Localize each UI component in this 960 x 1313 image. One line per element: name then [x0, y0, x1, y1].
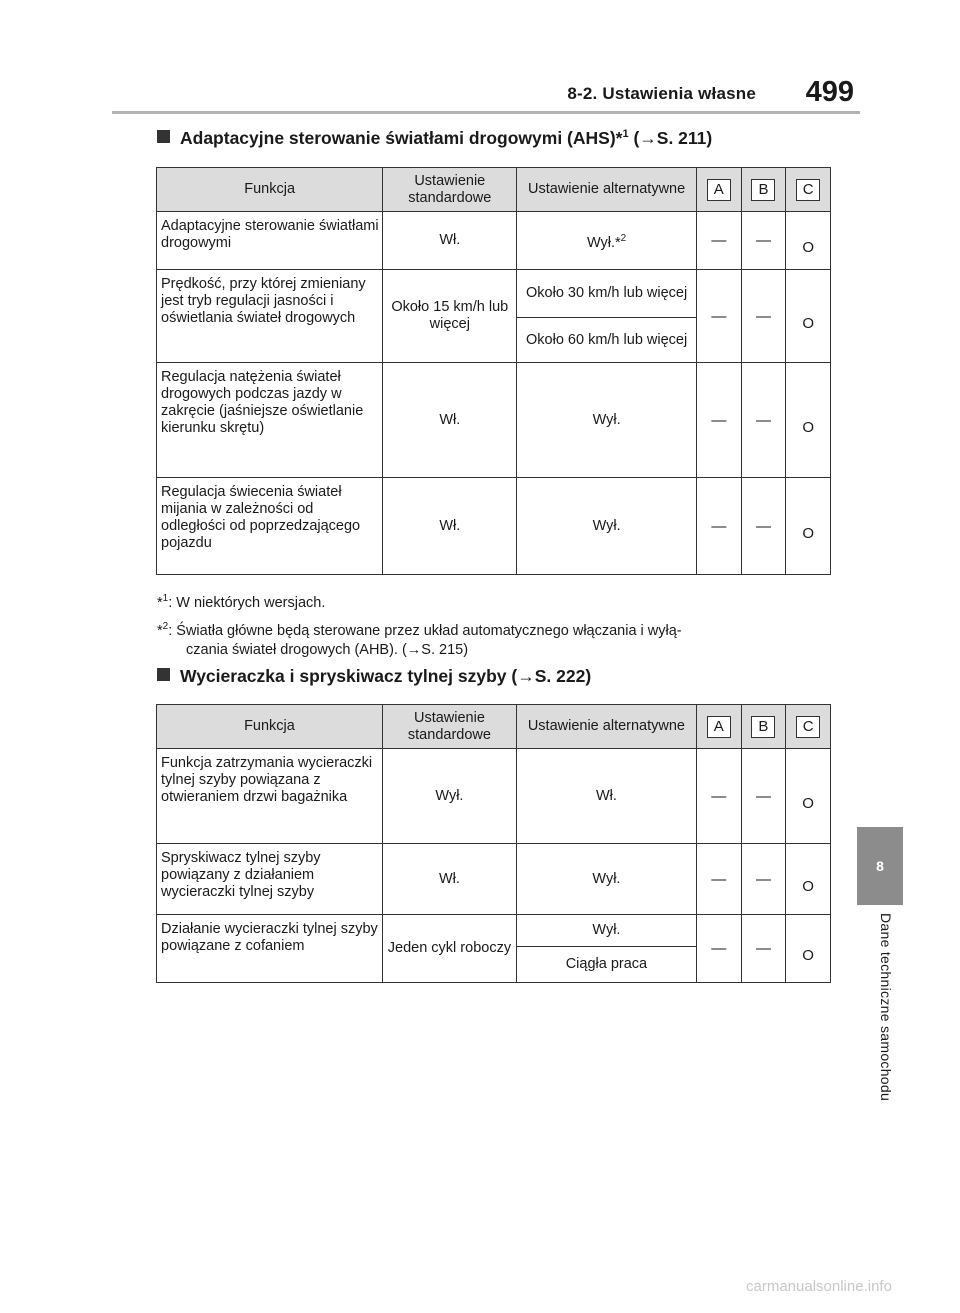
cell-b: —: [741, 270, 786, 363]
page-reference[interactable]: (→S. 222): [506, 666, 592, 686]
cell-c: O: [786, 478, 831, 575]
cell-c: O: [786, 749, 831, 844]
rear-wiper-settings-table: [156, 704, 831, 983]
cell-alternative: Około 30 km/h lub więcej: [517, 270, 697, 318]
cell-function: Działanie wycieraczki tylnej szyby powiązane z cofaniem: [157, 915, 383, 983]
table-row: [157, 212, 831, 270]
cell-a: —: [696, 363, 741, 478]
cell-function: Prędkość, przy której zmieniany jest tryb regulacji jasności i oświetlania świateł drogowych: [157, 270, 383, 363]
table-row: [157, 270, 831, 318]
section-title-rear-wiper: Wycieraczka i spryskiwacz tylnej szyby (→S. 222): [157, 666, 591, 687]
table-row: [157, 844, 831, 915]
bullet-square-icon: [157, 668, 170, 681]
cell-b: —: [741, 749, 786, 844]
cell-c: O: [786, 212, 831, 270]
header-a: A: [696, 705, 741, 749]
cell-function: Spryskiwacz tylnej szyby powiązany z działaniem wycieraczki tylnej szyby: [157, 844, 383, 915]
cell-alternative: Wył.*$^2$: [517, 212, 697, 270]
cell-b: —: [741, 844, 786, 915]
table-header-row: [157, 705, 831, 749]
cell-b: —: [741, 478, 786, 575]
header-function: Funkcja: [157, 705, 383, 749]
chapter-title: Dane techniczne samochodu: [878, 913, 894, 1102]
section-title-ahs: Adaptacyjne sterowanie światłami drogowymi (AHS)*$^1$ (→S. 211): [157, 128, 712, 149]
cell-default: Jeden cykl roboczy: [382, 915, 516, 983]
table-row: [157, 363, 831, 478]
header-b: B: [741, 168, 786, 212]
cell-alternative: Wył.: [517, 363, 697, 478]
cell-alternative: Wył.: [516, 844, 696, 915]
header-default: Ustawienie standardowe: [382, 705, 516, 749]
header-divider: [112, 111, 860, 114]
cell-alternative: Ciągła praca: [516, 947, 696, 983]
cell-alternative: Wył.: [516, 915, 696, 947]
cell-a: —: [696, 844, 741, 915]
cell-b: —: [741, 915, 786, 983]
cell-c: O: [786, 270, 831, 363]
watermark: carmanualsonline.info: [746, 1278, 892, 1295]
cell-b: —: [741, 212, 786, 270]
header-c: C: [786, 705, 831, 749]
bullet-square-icon: [157, 130, 170, 143]
cell-default: Około 15 km/h lub więcej: [383, 270, 517, 363]
footnote-2: *$^2$: Światła główne będą sterowane przez układ automatycznego włączania i wyłą- czania świateł drogowych (AHB). (→S. 215): [157, 621, 682, 658]
cell-alternative: Wł.: [516, 749, 696, 844]
header-c: C: [786, 168, 831, 212]
cell-function: Regulacja świecenia świateł mijania w zależności od odległości od poprzedzającego pojazdu: [157, 478, 383, 575]
footnote-1: *$^1$: W niektórych wersjach.: [157, 593, 326, 611]
running-header: 8-2. Ustawienia własne: [567, 84, 756, 103]
cell-alternative: Wył.: [517, 478, 697, 575]
cell-c: O: [786, 363, 831, 478]
cell-a: —: [696, 212, 741, 270]
cell-alternative: Około 60 km/h lub więcej: [517, 318, 697, 363]
page-number: 499: [805, 76, 854, 108]
cell-a: —: [696, 270, 741, 363]
header-b: B: [741, 705, 786, 749]
cell-c: O: [786, 915, 831, 983]
header-a: A: [696, 168, 741, 212]
cell-c: O: [786, 844, 831, 915]
cell-function: Regulacja natężenia świateł drogowych podczas jazdy w zakręcie (jaśniejsze oświetlanie kierunku skrętu): [157, 363, 383, 478]
header-default: Ustawienie standardowe: [383, 168, 517, 212]
cell-a: —: [696, 478, 741, 575]
table-header-row: [157, 168, 831, 212]
header-alternative: Ustawienie alternatywne: [516, 705, 696, 749]
cell-function: Adaptacyjne sterowanie światłami drogowymi: [157, 212, 383, 270]
cell-function: Funkcja zatrzymania wycieraczki tylnej szyby powiązana z otwieraniem drzwi bagażnika: [157, 749, 383, 844]
page-reference[interactable]: (→S. 211): [628, 128, 713, 148]
cell-b: —: [741, 363, 786, 478]
cell-default: Wł.: [383, 478, 517, 575]
header-function: Funkcja: [157, 168, 383, 212]
table-row: [157, 478, 831, 575]
cell-a: —: [696, 749, 741, 844]
chapter-tab[interactable]: 8: [857, 827, 903, 905]
table-row: [157, 749, 831, 844]
cell-default: Wł.: [383, 363, 517, 478]
table-row: [157, 915, 831, 947]
ahs-settings-table: [156, 167, 831, 575]
cell-a: —: [696, 915, 741, 983]
cell-default: Wył.: [382, 749, 516, 844]
cell-default: Wł.: [383, 212, 517, 270]
header-alternative: Ustawienie alternatywne: [517, 168, 697, 212]
cell-default: Wł.: [382, 844, 516, 915]
